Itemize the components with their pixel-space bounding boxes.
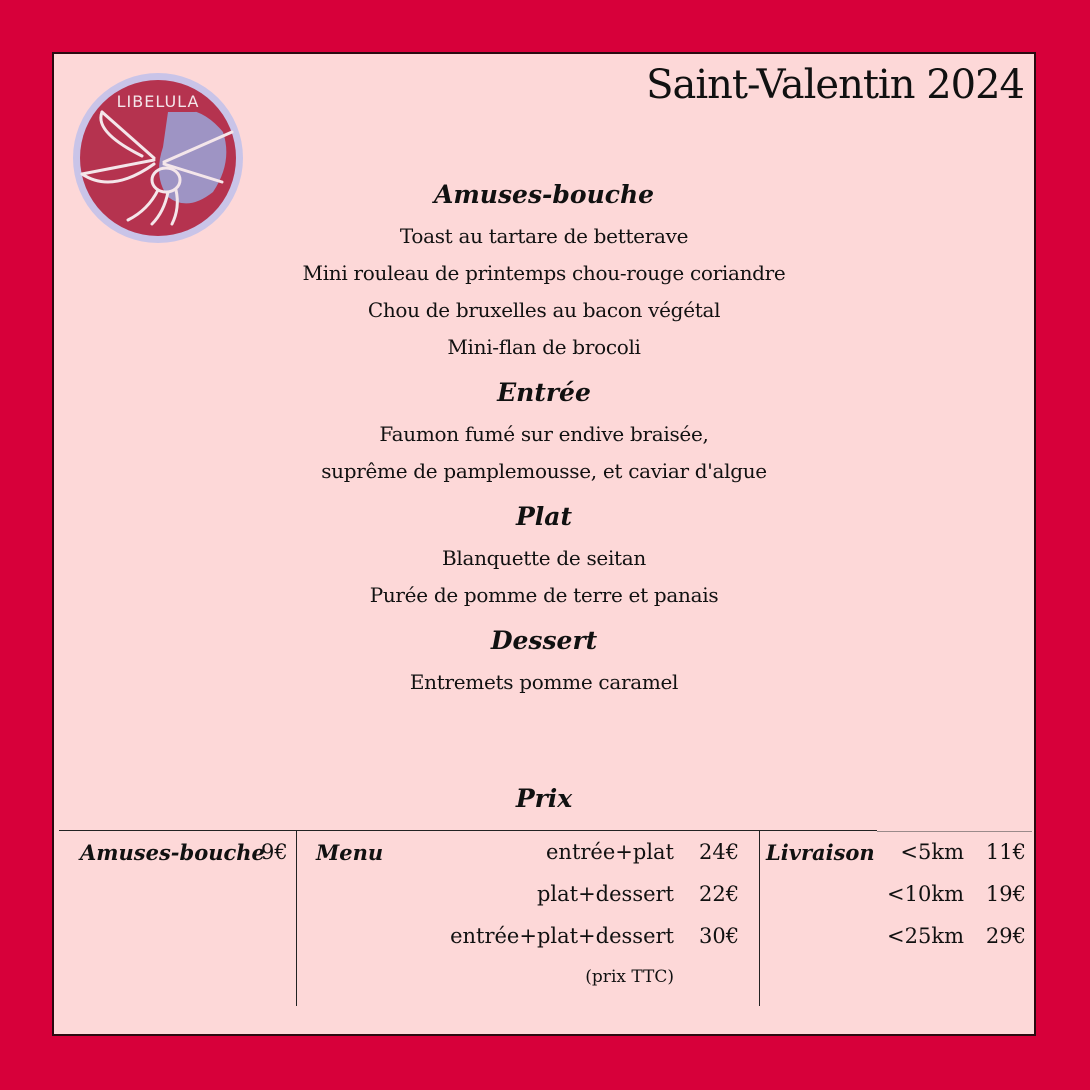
menu-item: Entremets pomme caramel — [409, 670, 679, 694]
menu-item: Chou de bruxelles au bacon végétal — [367, 298, 721, 322]
prix-title: Prix — [515, 784, 573, 813]
section-title: Amuses-bouche — [433, 180, 655, 209]
column-divider — [759, 831, 760, 1006]
menu-label: Menu — [316, 840, 384, 865]
table-divider — [59, 830, 877, 831]
amuses-price: 9€ — [261, 840, 288, 864]
menu-item: suprême de pamplemousse, et caviar d'algue — [321, 459, 767, 483]
section-dessert — [54, 624, 1034, 701]
menu-card — [52, 52, 1036, 1036]
logo-text: LIBELULA — [116, 92, 200, 111]
menu-item: Blanquette de seitan — [441, 546, 647, 570]
table-divider — [877, 831, 1032, 832]
menu-price: 24€ — [699, 840, 740, 864]
menu-price: 30€ — [699, 924, 740, 948]
livraison-distance: <25km — [887, 924, 964, 948]
livraison-distance: <5km — [900, 840, 964, 864]
livraison-price: 19€ — [985, 882, 1026, 906]
livraison-price: 11€ — [985, 840, 1026, 864]
menu-item: Mini rouleau de printemps chou-rouge coriandre — [302, 261, 786, 285]
column-divider — [296, 831, 297, 1006]
section-entree — [54, 376, 1034, 490]
section-title: Dessert — [490, 626, 598, 655]
menu-item: Purée de pomme de terre et panais — [369, 583, 719, 607]
menu-option: plat+dessert — [536, 882, 674, 906]
section-title: Entrée — [497, 378, 591, 407]
menu-option: entrée+plat+dessert — [450, 924, 674, 948]
menu-option: entrée+plat — [546, 840, 674, 864]
menu-item: Mini-flan de brocoli — [447, 335, 641, 359]
menu-price: 22€ — [699, 882, 740, 906]
livraison-label: Livraison — [766, 840, 875, 865]
menu-sections — [54, 178, 1034, 701]
section-amuses-bouche — [54, 178, 1034, 366]
menu-item: Faumon fumé sur endive braisée, — [379, 422, 709, 446]
section-title: Plat — [515, 502, 573, 531]
section-plat — [54, 500, 1034, 614]
price-note: (prix TTC) — [585, 967, 674, 987]
amuses-label: Amuses-bouche — [80, 840, 265, 865]
livraison-price: 29€ — [985, 924, 1026, 948]
page-title: Saint-Valentin 2024 — [646, 62, 1024, 108]
menu-item: Toast au tartare de betterave — [399, 224, 689, 248]
livraison-distance: <10km — [887, 882, 964, 906]
